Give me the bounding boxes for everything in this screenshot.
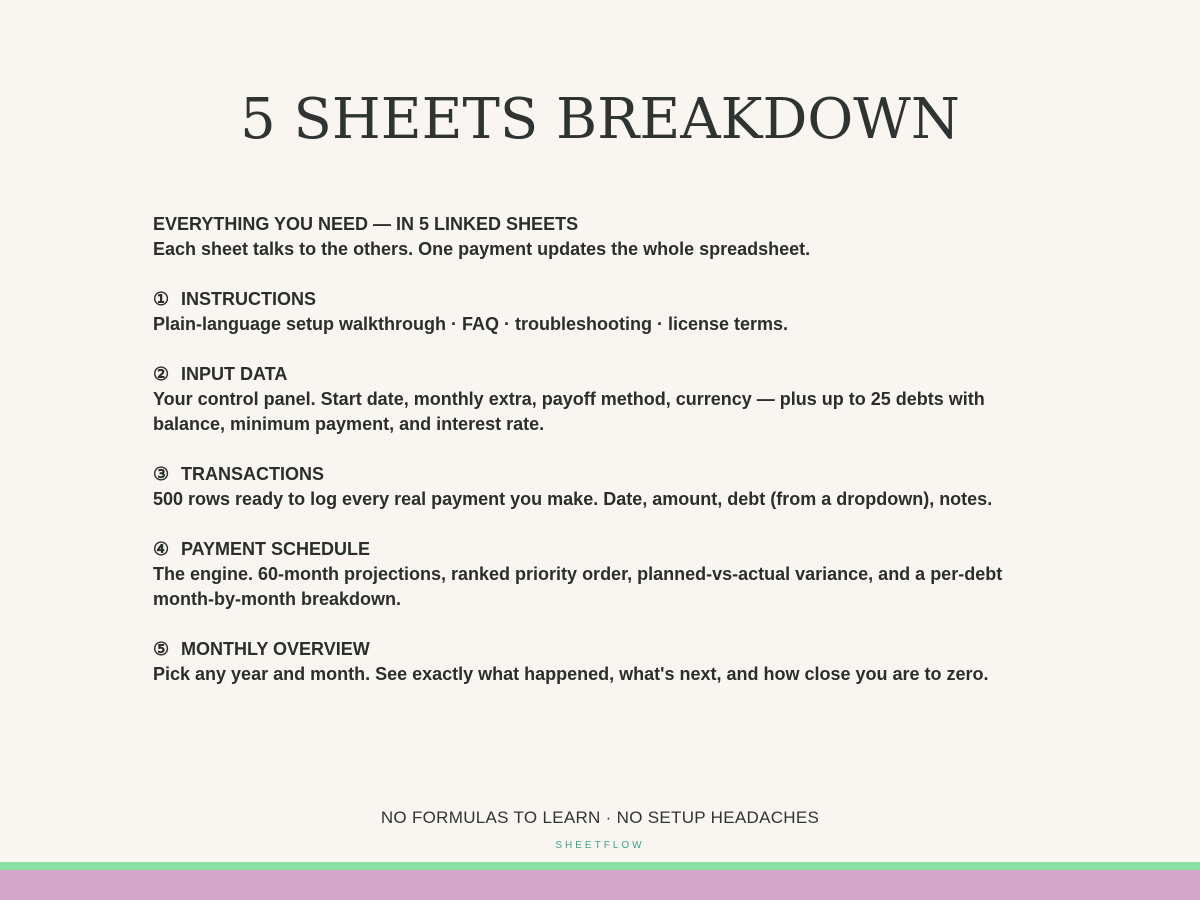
content [153, 212, 1033, 712]
sheet-heading [153, 537, 1033, 562]
sheet-description: 500 rows ready to log every real payment you make. Date, amount, debt (from a dropdown), notes. [153, 489, 993, 509]
sheet-name: INPUT DATA [181, 364, 288, 384]
sheet-payment-schedule [153, 537, 1033, 612]
sheet-heading [153, 362, 1033, 387]
sheet-heading [153, 287, 1033, 312]
sheet-heading [153, 637, 1033, 662]
sheet-description: The engine. 60-month projections, ranked priority order, planned-vs-actual variance, and a per-debt month-by-month breakdown. [153, 564, 1003, 609]
sheet-name: MONTHLY OVERVIEW [181, 639, 370, 659]
page-title: 5 SHEETS BREAKDOWN [240, 87, 960, 152]
brand-name: SHEETFLOW [555, 840, 645, 851]
circled-number-1: ① [153, 289, 170, 309]
sheet-name: INSTRUCTIONS [181, 289, 316, 309]
circled-number-2: ② [153, 364, 170, 384]
sheet-description: Plain-language setup walkthrough · FAQ · troubleshooting · license terms. [153, 314, 789, 334]
accent-bar-green [0, 862, 1200, 870]
sheet-description: Pick any year and month. See exactly what happened, what's next, and how close you are to zero. [153, 664, 989, 684]
sheet-instructions [153, 287, 1033, 337]
accent-bar-purple [0, 870, 1200, 900]
intro-heading: EVERYTHING YOU NEED — IN 5 LINKED SHEETS [153, 214, 579, 234]
intro-body: Each sheet talks to the others. One payment updates the whole spreadsheet. [153, 239, 811, 259]
sheet-name: PAYMENT SCHEDULE [181, 539, 371, 559]
sheet-description: Your control panel. Start date, monthly extra, payoff method, currency — plus up to 25 debts with balance, minimum payment, and interest rate. [153, 389, 985, 434]
sheet-monthly-overview [153, 637, 1033, 687]
sheet-transactions [153, 462, 1033, 512]
circled-number-5: ⑤ [153, 639, 170, 659]
sheet-heading [153, 462, 1033, 487]
circled-number-3: ③ [153, 464, 170, 484]
circled-number-4: ④ [153, 539, 170, 559]
sheet-name: TRANSACTIONS [181, 464, 324, 484]
footer-tagline: NO FORMULAS TO LEARN · NO SETUP HEADACHES [380, 808, 820, 827]
intro-block [153, 212, 1033, 262]
sheet-input-data [153, 362, 1033, 437]
